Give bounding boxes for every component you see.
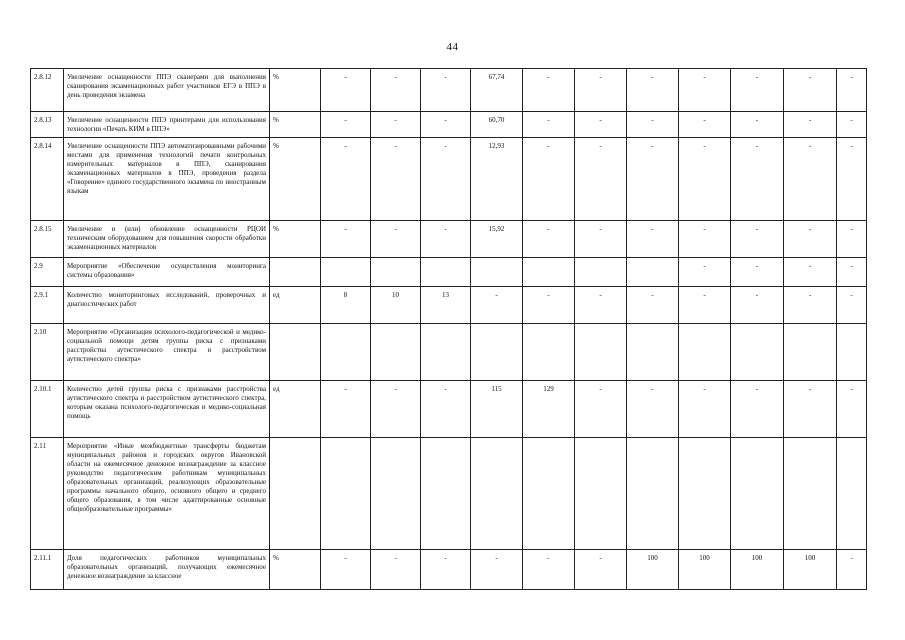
row-value: - xyxy=(731,138,784,221)
row-value: - xyxy=(321,138,371,221)
row-value: - xyxy=(731,112,784,138)
row-value: - xyxy=(837,221,867,258)
row-number: 2.11 xyxy=(31,438,64,550)
row-description: Увеличение и (или) обновление оснащенности РЦОИ техническим оборудованием для повышения скорости обработки экзаменационных материалов xyxy=(64,221,270,258)
row-value xyxy=(575,438,627,550)
row-value xyxy=(784,438,837,550)
row-value xyxy=(421,324,471,381)
row-value: - xyxy=(575,69,627,112)
row-value: - xyxy=(523,287,575,324)
row-value: - xyxy=(575,221,627,258)
row-value: - xyxy=(523,550,575,590)
row-value: 8 xyxy=(321,287,371,324)
table-row xyxy=(31,69,867,112)
row-description: Количество мониторинговых исследований, проверочных и диагностических работ xyxy=(64,287,270,324)
row-unit: % xyxy=(270,69,321,112)
row-value: - xyxy=(784,221,837,258)
table-row xyxy=(31,381,867,438)
row-value: 100 xyxy=(784,550,837,590)
row-number: 2.8.12 xyxy=(31,69,64,112)
row-value: - xyxy=(837,112,867,138)
row-value: - xyxy=(784,69,837,112)
row-value: - xyxy=(575,138,627,221)
row-value: - xyxy=(575,381,627,438)
table-row xyxy=(31,258,867,287)
row-value: - xyxy=(627,69,679,112)
row-value: - xyxy=(523,112,575,138)
row-value: - xyxy=(784,138,837,221)
row-value: 115 xyxy=(471,381,523,438)
row-value: - xyxy=(731,287,784,324)
row-value: - xyxy=(784,112,837,138)
row-value xyxy=(679,438,731,550)
row-value: - xyxy=(421,381,471,438)
row-unit: % xyxy=(270,221,321,258)
row-value: - xyxy=(471,287,523,324)
row-description: Количество детей группы риска с признаками расстройства аутистического спектра и расстройством аутистического спектра, которым оказана психолого-педагогическая и медико-социальная помощь xyxy=(64,381,270,438)
page-number: 44 xyxy=(446,41,459,53)
row-value xyxy=(371,324,421,381)
row-value: 15,92 xyxy=(471,221,523,258)
row-value: - xyxy=(679,381,731,438)
row-value: 67,74 xyxy=(471,69,523,112)
row-value xyxy=(837,324,867,381)
row-description: Доля педагогических работников муниципальных образовательных организаций, получающих ежемесячное денежное вознаграждение за классное xyxy=(64,550,270,590)
row-number: 2.9.1 xyxy=(31,287,64,324)
row-number: 2.10.1 xyxy=(31,381,64,438)
row-value: 100 xyxy=(679,550,731,590)
row-value: - xyxy=(731,381,784,438)
row-value xyxy=(575,258,627,287)
row-unit xyxy=(270,324,321,381)
row-value: 129 xyxy=(523,381,575,438)
row-value xyxy=(471,438,523,550)
row-number: 2.8.14 xyxy=(31,138,64,221)
table-row xyxy=(31,112,867,138)
row-value: - xyxy=(784,287,837,324)
row-value: - xyxy=(421,221,471,258)
row-value xyxy=(784,324,837,381)
row-value xyxy=(471,258,523,287)
row-value: - xyxy=(837,258,867,287)
table-row xyxy=(31,221,867,258)
row-value: 100 xyxy=(731,550,784,590)
row-value xyxy=(731,438,784,550)
row-value: - xyxy=(837,381,867,438)
row-value: - xyxy=(421,112,471,138)
row-value: - xyxy=(837,550,867,590)
row-unit: % xyxy=(270,112,321,138)
row-unit: % xyxy=(270,550,321,590)
row-value: 60,70 xyxy=(471,112,523,138)
row-value: - xyxy=(837,138,867,221)
indicators-table xyxy=(30,68,867,590)
row-value xyxy=(627,438,679,550)
row-value: - xyxy=(371,550,421,590)
row-value xyxy=(731,324,784,381)
row-unit xyxy=(270,438,321,550)
row-number: 2.9 xyxy=(31,258,64,287)
row-unit: ед xyxy=(270,381,321,438)
row-value: - xyxy=(523,221,575,258)
row-value: - xyxy=(421,69,471,112)
row-value: - xyxy=(679,112,731,138)
row-value: - xyxy=(731,221,784,258)
row-number: 2.11.1 xyxy=(31,550,64,590)
row-value: - xyxy=(679,258,731,287)
row-value xyxy=(471,324,523,381)
row-value: - xyxy=(371,381,421,438)
row-value xyxy=(421,438,471,550)
row-value: - xyxy=(627,112,679,138)
row-value: - xyxy=(784,258,837,287)
table-row xyxy=(31,324,867,381)
row-value: - xyxy=(321,221,371,258)
table-body xyxy=(31,69,867,590)
row-value: - xyxy=(679,69,731,112)
row-value: - xyxy=(679,138,731,221)
row-unit: % xyxy=(270,138,321,221)
row-description: Мероприятие «Обеспечение осуществления мониторинга системы образования» xyxy=(64,258,270,287)
row-value: - xyxy=(371,112,421,138)
row-value: - xyxy=(321,112,371,138)
row-value: - xyxy=(627,221,679,258)
row-value: - xyxy=(421,550,471,590)
row-value xyxy=(523,258,575,287)
row-number: 2.10 xyxy=(31,324,64,381)
row-value xyxy=(575,324,627,381)
row-value: - xyxy=(321,381,371,438)
row-value: - xyxy=(575,112,627,138)
row-unit: ед xyxy=(270,287,321,324)
table-row xyxy=(31,287,867,324)
row-value: 12,93 xyxy=(471,138,523,221)
row-description: Увеличение оснащенности ППЭ автоматизированными рабочими местами для применения технологий печати контрольных измерительных материалов в ППЭ, сканирования экзаменационных материалов в ППЭ, проведения раздела «Говорение» единого государственного экзамена по иностранным языкам xyxy=(64,138,270,221)
row-value xyxy=(321,324,371,381)
row-description: Увеличение оснащенности ППЭ сканерами для выполнения сканирования экзаменационных работ участников ЕГЭ в ППЭ в день проведения экзамена xyxy=(64,69,270,112)
row-value: - xyxy=(784,381,837,438)
row-value xyxy=(371,258,421,287)
row-value: - xyxy=(523,69,575,112)
row-value: - xyxy=(471,550,523,590)
row-value: - xyxy=(731,258,784,287)
row-value: - xyxy=(321,69,371,112)
row-value xyxy=(421,258,471,287)
row-value xyxy=(627,324,679,381)
row-number: 2.8.13 xyxy=(31,112,64,138)
row-description: Мероприятие «Организация психолого-педагогической и медико-социальной помощи детям группы риска с признаками расстройства аутистического спектра и расстройством аутистического спектра» xyxy=(64,324,270,381)
row-value: 100 xyxy=(627,550,679,590)
table-row xyxy=(31,550,867,590)
row-value xyxy=(523,324,575,381)
row-value: - xyxy=(627,138,679,221)
row-value: 13 xyxy=(421,287,471,324)
table-row xyxy=(31,438,867,550)
row-value xyxy=(321,258,371,287)
row-value xyxy=(371,438,421,550)
row-value: - xyxy=(731,69,784,112)
row-number: 2.8.15 xyxy=(31,221,64,258)
row-value: - xyxy=(575,550,627,590)
row-value: - xyxy=(523,138,575,221)
row-value xyxy=(523,438,575,550)
row-value: - xyxy=(837,69,867,112)
row-value xyxy=(321,438,371,550)
row-value: - xyxy=(837,287,867,324)
row-value: - xyxy=(627,381,679,438)
row-value: - xyxy=(575,287,627,324)
row-description: Мероприятие «Иные межбюджетные трансферты бюджетам муниципальных районов и городских округов Ивановской области на ежемесячное денежное вознаграждение за классное руководство педагогическим работникам муниципальных образовательных организаций, реализующих образовательные программы начального общего, основного общего и среднего общего образования, в том числе адаптированные основные общеобразовательные программы» xyxy=(64,438,270,550)
row-value: - xyxy=(679,221,731,258)
row-value: - xyxy=(371,221,421,258)
row-value xyxy=(627,258,679,287)
row-value: - xyxy=(421,138,471,221)
row-value xyxy=(837,438,867,550)
row-value: - xyxy=(371,138,421,221)
row-unit xyxy=(270,258,321,287)
row-value: - xyxy=(627,287,679,324)
table-row xyxy=(31,138,867,221)
row-description: Увеличение оснащенности ППЭ принтерами для использования технологии «Печать КИМ в ППЭ» xyxy=(64,112,270,138)
row-value: - xyxy=(371,69,421,112)
row-value: - xyxy=(321,550,371,590)
row-value xyxy=(679,324,731,381)
row-value: 10 xyxy=(371,287,421,324)
row-value: - xyxy=(679,287,731,324)
